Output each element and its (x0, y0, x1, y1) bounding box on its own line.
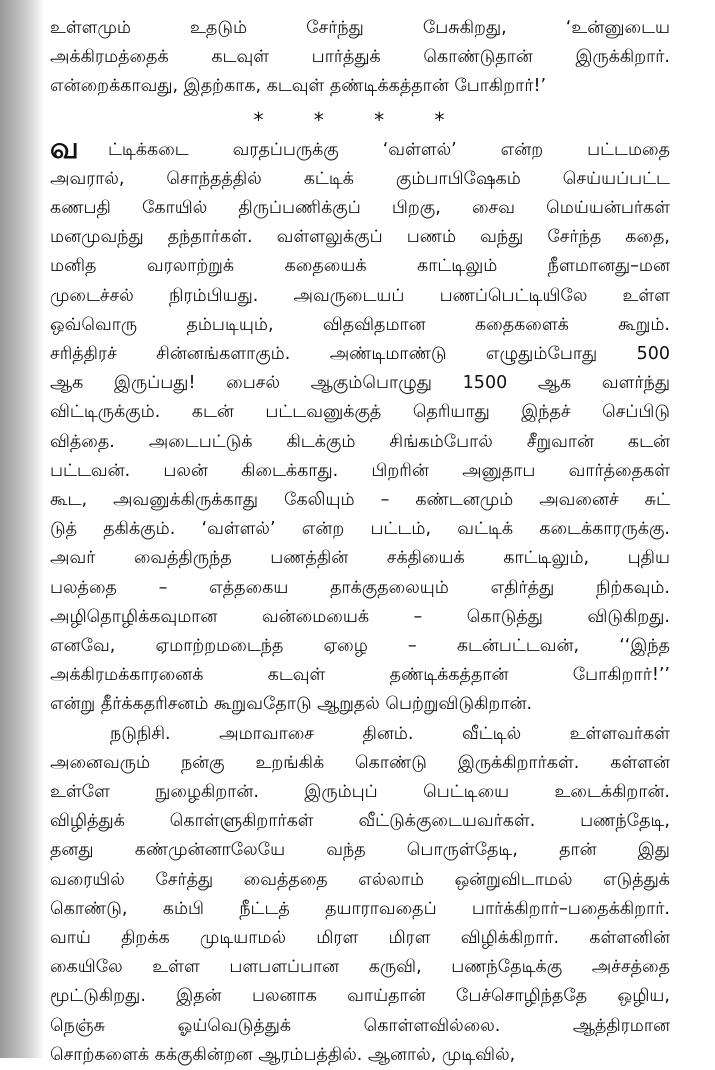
drop-cap: வ (50, 135, 79, 165)
scan-shadow (0, 0, 44, 1058)
para1-line-3: என்றைக்காவது, இதற்காக, கடவுள் தண்டிக்கத்தான் போகிறார்!’ (50, 76, 547, 97)
para2-line-13: கூட, அவனுக்கிருக்காது கேலியும் – கண்டனமும் அவனைச் சுட் (50, 490, 670, 510)
para3-line-5: தனது கண்முன்னாலேயே வந்த பொருள்தேடி, தான் இது (50, 840, 670, 861)
para3-line-11: நெஞ்சு ஓய்வெடுத்துக் கொள்ளவில்லை. ஆத்திரமான (50, 1015, 670, 1036)
para3-line-3: உள்ளே நுழைகிறான். இரும்புப் பெட்டியை உடைக்கிறான். (50, 782, 670, 802)
para2-line-15: அவர் வைத்திருந்த பணத்தின் சக்தியைக் காட்டிலும், புதிய (50, 548, 670, 569)
para1-line-2: அக்கிரமத்தைக் கடவுள் பார்த்துக் கொண்டுதான் இருக்கிறார். (50, 47, 670, 68)
para2-line-2: அவரால், சொந்தத்தில் கட்டிக் கும்பாபிஷேகம் செய்யப்பட்ட (50, 168, 670, 189)
para3-line-7: கொண்டு, கம்பி நீட்டத் தயாராவதைப் பார்க்கிறார்–பதைக்கிறார். (50, 898, 670, 919)
para2-line-12: பட்டவன். பலன் கிடைக்காது. பிறரின் அனுதாப வார்த்தைகள் (50, 460, 670, 481)
para2-line-11: வித்தை. அடைபட்டுக் கிடக்கும் சிங்கம்போல் சீறுவான் கடன் (50, 431, 670, 452)
para3-line-6: வரையில் சேர்த்து வைத்ததை எல்லாம் ஒன்றுவிடாமல் எடுத்துக் (50, 869, 670, 890)
para2-line-1 (50, 136, 670, 165)
para2-line-8: சரித்திரச் சின்னங்களாகும். அண்டிமாண்டு எழுதும்போது 500 (50, 344, 670, 364)
para2-line-17: அழிதொழிக்கவுமான வன்மையைக் – கொடுத்து விடுகிறது. (50, 606, 670, 627)
para2-line-7: ஒவ்வொரு தம்படியும், விதவிதமான கதைகளைக் கூறும். (50, 314, 670, 335)
para1-line-1: உள்ளமும் உதடும் சேர்ந்து பேசுகிறது, ‘உன்னுடைய (50, 18, 670, 38)
para2-line-3: கணபதி கோயில் திருப்பணிக்குப் பிறகு, சைவ மெய்யன்பர்கள் (50, 198, 670, 218)
para2-line-14: டுத் தகிக்கும். ‘வள்ளல்’ என்ற பட்டம், வட்டிக் கடைக்காரருக்கு. (50, 519, 670, 540)
para2-line-16: பலத்தை – எத்தகைய தாக்குதலையும் எதிர்த்து நிற்கவும். (50, 577, 670, 598)
para3-line-10: மூட்டுகிறது. இதன் பலனாக வாய்தான் பேச்சொழிந்ததே ஒழிய, (50, 986, 670, 1007)
para3-line-2: அனைவரும் நன்கு உறங்கிக் கொண்டு இருக்கிறார்கள். கள்ளன் (50, 752, 670, 773)
para3-line-9: கையிலே உள்ள பளபளப்பான கருவி, பணந்தேடிக்கு அச்சத்தை (50, 957, 670, 978)
para3-line-1: நடுநிசி. அமாவாசை தினம். வீட்டில் உள்ளவர்கள் (110, 723, 670, 744)
para3-line-12: சொற்களைக் கக்குகின்றன ஆரம்பத்தில். ஆனால், முடிவில், (50, 1044, 516, 1065)
section-separator: * * * * (253, 107, 467, 132)
para2-line-10: விட்டிருக்கும். கடன் பட்டவனுக்குத் தெரியாது இந்தச் செப்பிடு (50, 402, 670, 423)
para2-line-18: எனவே, ஏமாற்றமடைந்த ஏழை – கடன்பட்டவன், ‘‘இந்த (50, 636, 670, 656)
para3-line-4: விழித்துக் கொள்ளுகிறார்கள் வீட்டுக்குடையவர்கள். பணந்தேடி, (50, 811, 670, 832)
para3-line-8: வாய் திறக்க முடியாமல் மிரள மிரள விழிக்கிறார். கள்ளனின் (50, 928, 670, 948)
para2-line-5: மனித வரலாற்றுக் கதையைக் காட்டிலும் நீளமானது–மன (50, 256, 670, 277)
para2-line-4: மனமுவந்து தந்தார்கள். வள்ளலுக்குப் பணம் வந்து சேர்ந்த கதை, (50, 227, 670, 248)
para2-line-1-text: ட்டிக்கடை வரதப்பருக்கு ‘வள்ளல்’ என்ற பட்டமதை (108, 139, 670, 160)
para2-line-9: ஆக இருப்பது! பைசல் ஆகும்பொழுது 1500 ஆக வளர்ந்து (50, 373, 670, 394)
para2-line-19: அக்கிரமக்காரனைக் கடவுள் தண்டிக்கத்தான் போகிறார்!’’ (50, 665, 670, 686)
book-page (50, 6, 670, 1065)
para2-line-20: என்று தீர்க்கதரிசனம் கூறுவதோடு ஆறுதல் பெற்றுவிடுகிறான். (50, 694, 533, 715)
para2-line-6: முடைச்சல் நிரம்பியது. அவருடையப் பணப்பெட்டியிலே உள்ள (50, 285, 670, 306)
